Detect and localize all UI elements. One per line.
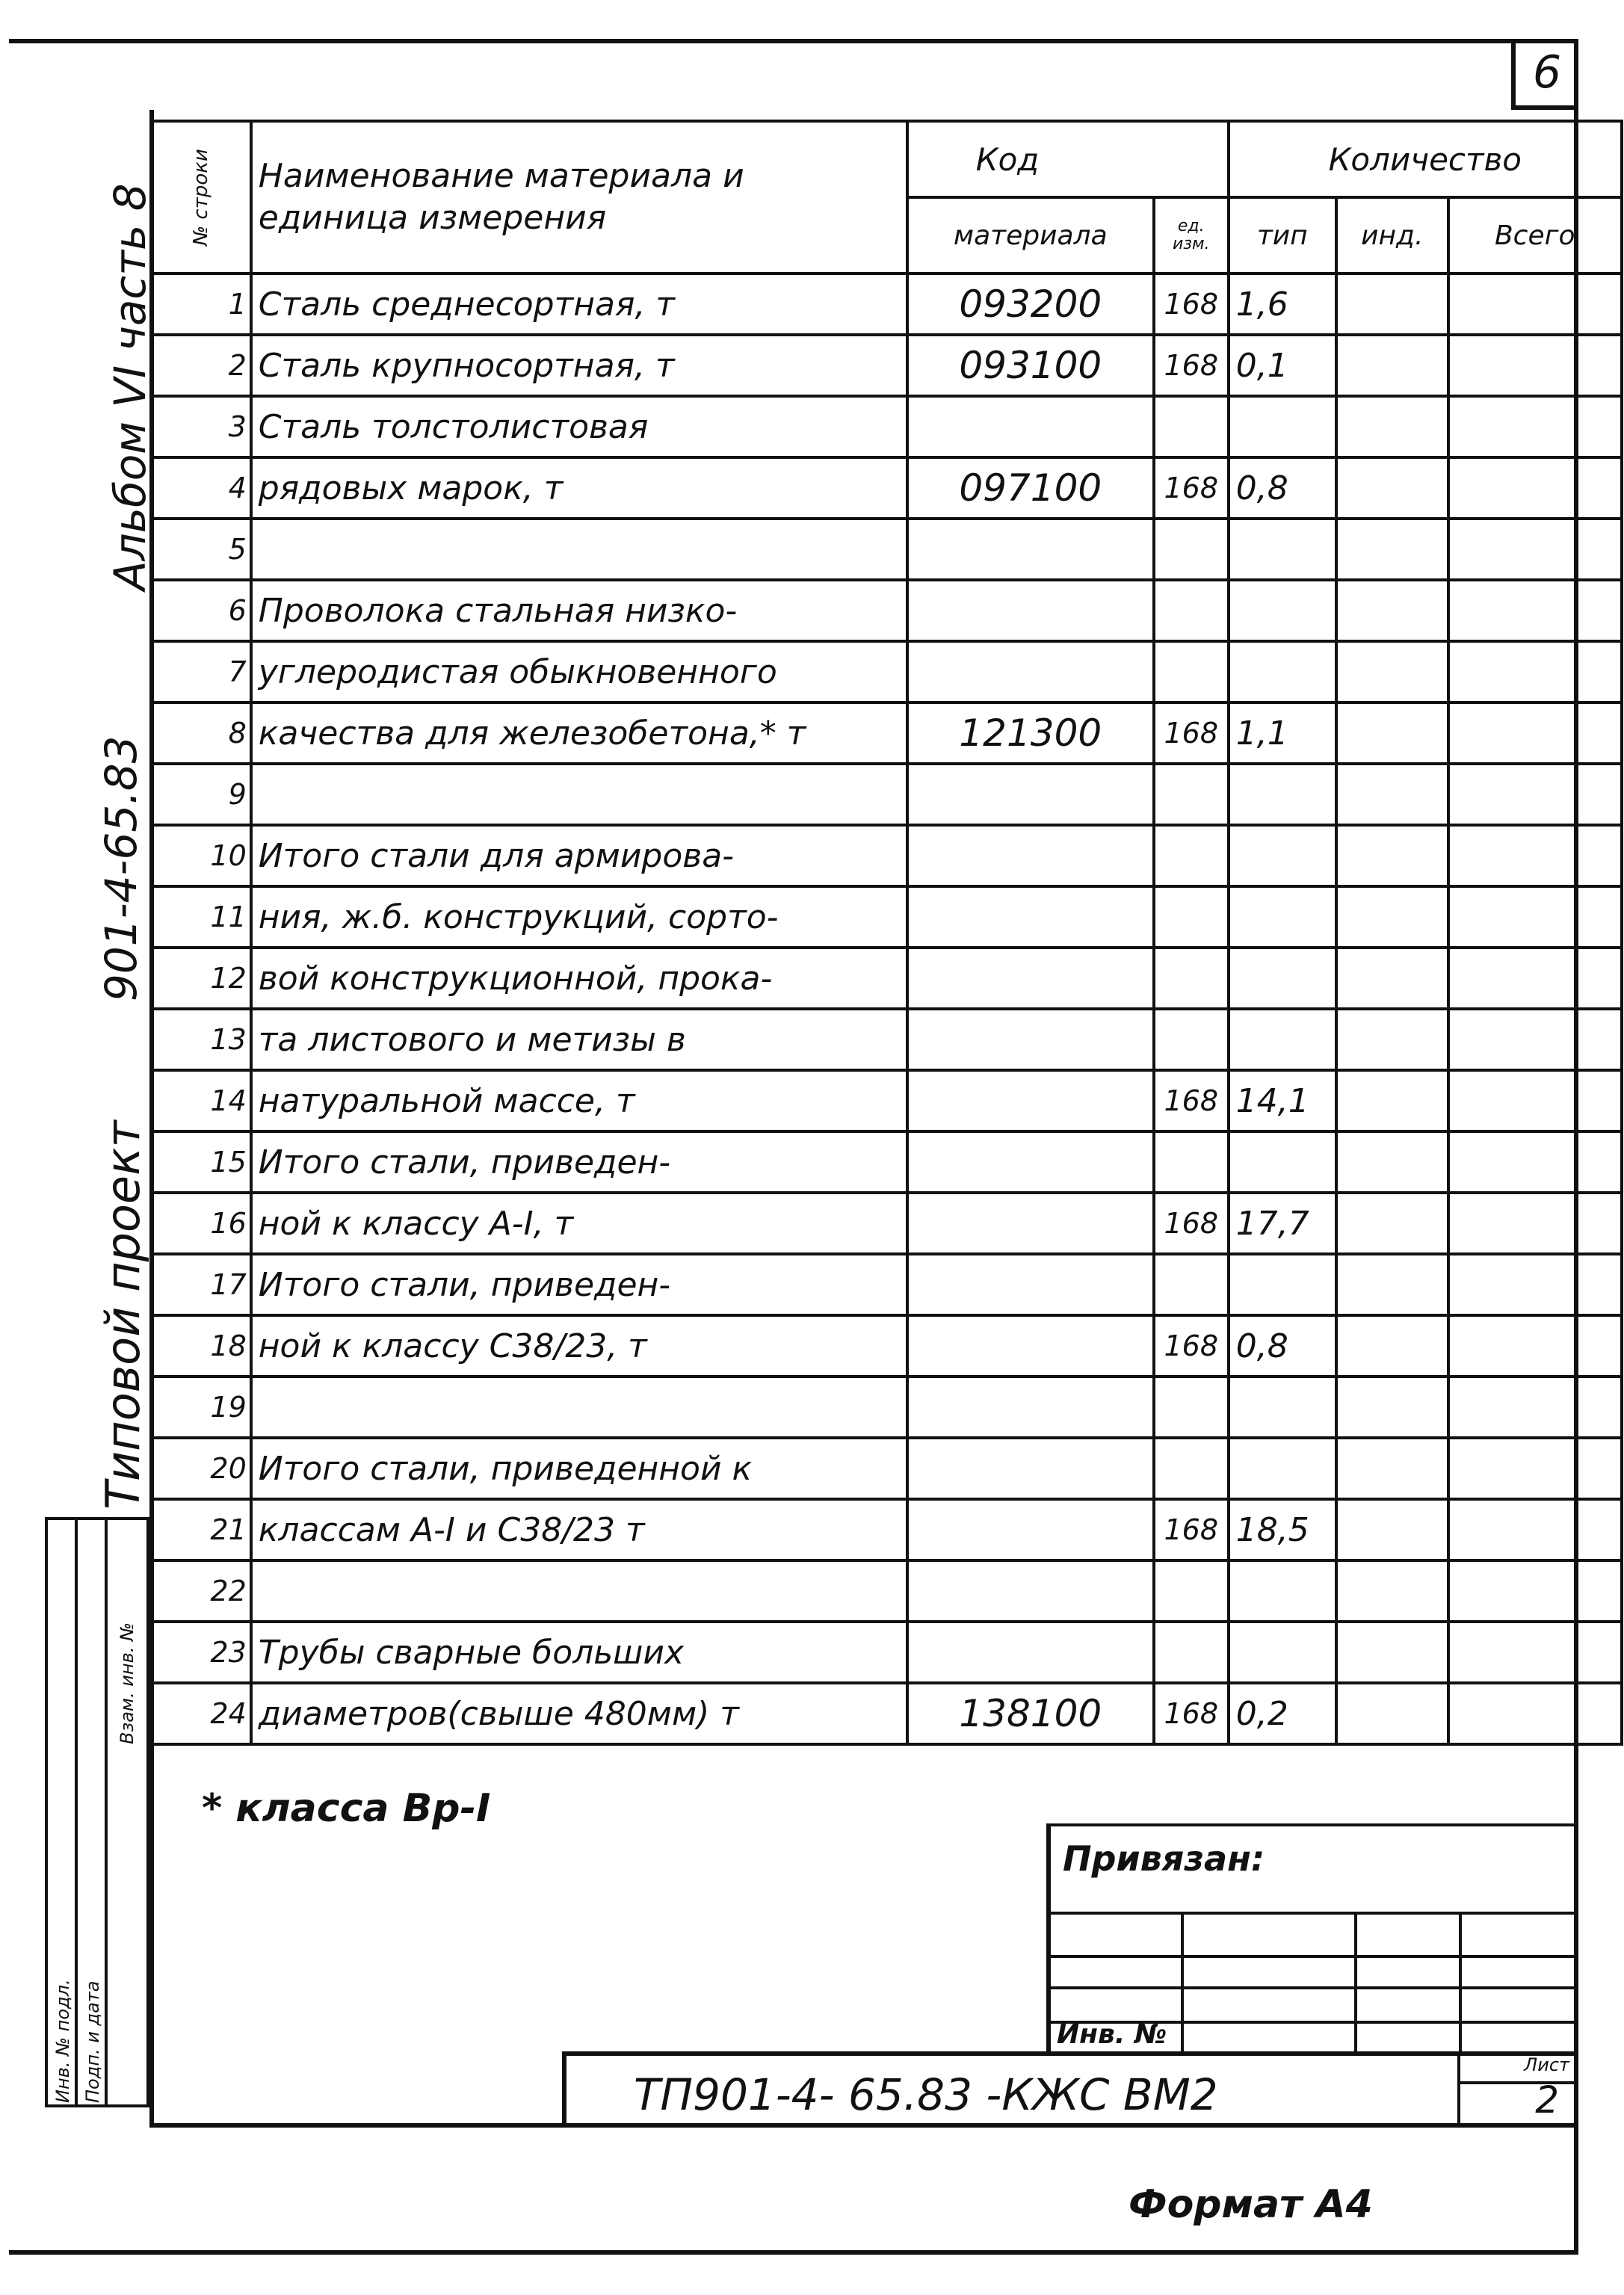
stamp-col-replace	[105, 1517, 149, 2107]
row-number: 16	[151, 1193, 251, 1254]
qty-ind	[1336, 335, 1448, 396]
table-row	[151, 1499, 1622, 1560]
header-code-material: материала	[907, 197, 1154, 274]
table-row	[151, 1622, 1622, 1683]
qty-ind	[1336, 1070, 1448, 1131]
material-name: рядовых марок, т	[251, 457, 907, 519]
row-number: 17	[151, 1254, 251, 1315]
unit-code: 168	[1154, 457, 1229, 519]
unit-code: 168	[1154, 274, 1229, 335]
material-code	[907, 396, 1154, 457]
qty-total	[1448, 274, 1622, 335]
row-number: 21	[151, 1499, 251, 1560]
material-name: Сталь среднесортная, т	[251, 274, 907, 335]
qty-type	[1229, 641, 1336, 702]
row-number: 19	[151, 1377, 251, 1438]
row-number: 15	[151, 1131, 251, 1193]
unit-code	[1154, 764, 1229, 825]
material-name: Итого стали, приведенной к	[251, 1438, 907, 1499]
material-code	[907, 1193, 1154, 1254]
material-code	[907, 825, 1154, 886]
row-number: 10	[151, 825, 251, 886]
qty-ind	[1336, 825, 1448, 886]
material-name: Сталь толстолистовая	[251, 396, 907, 457]
material-code: 138100	[907, 1683, 1154, 1744]
unit-code	[1154, 1377, 1229, 1438]
qty-type	[1229, 764, 1336, 825]
format-label: Формат А4	[1129, 2182, 1373, 2227]
qty-type	[1229, 1560, 1336, 1622]
material-name: ной к классу А-I, т	[251, 1193, 907, 1254]
row-number: 5	[151, 519, 251, 580]
qty-total	[1448, 1254, 1622, 1315]
material-code	[907, 948, 1154, 1009]
header-qty-total: Всего	[1448, 197, 1622, 274]
material-code	[907, 1131, 1154, 1193]
qty-type: 17,7	[1229, 1193, 1336, 1254]
table-row	[151, 396, 1622, 457]
material-code	[907, 1254, 1154, 1315]
header-qty-type: тип	[1229, 197, 1336, 274]
qty-ind	[1336, 396, 1448, 457]
qty-ind	[1336, 886, 1448, 948]
material-name	[251, 764, 907, 825]
qty-type: 14,1	[1229, 1070, 1336, 1131]
footnote: * класса Вр-I	[202, 1786, 491, 1831]
series-caption: 901-4-65.83	[96, 735, 146, 1001]
qty-ind	[1336, 948, 1448, 1009]
material-code	[907, 519, 1154, 580]
qty-total	[1448, 1315, 1622, 1377]
project-caption: Типовой проект	[96, 1120, 150, 1510]
table-header-row-1	[151, 121, 1622, 197]
stamp-label-inv: Инв. № подл.	[52, 1979, 73, 2103]
material-name: та листового и метизы в	[251, 1009, 907, 1070]
row-number: 20	[151, 1438, 251, 1499]
qty-total	[1448, 335, 1622, 396]
row-number: 22	[151, 1560, 251, 1622]
page-number-box	[1511, 39, 1578, 110]
qty-ind	[1336, 519, 1448, 580]
qty-ind	[1336, 1683, 1448, 1744]
qty-total	[1448, 580, 1622, 641]
table-row	[151, 1315, 1622, 1377]
header-row-no: № строки	[151, 121, 251, 274]
unit-code	[1154, 1438, 1229, 1499]
qty-type	[1229, 1131, 1336, 1193]
table-row	[151, 1009, 1622, 1070]
row-number: 1	[151, 274, 251, 335]
qty-total	[1448, 1377, 1622, 1438]
unit-code	[1154, 519, 1229, 580]
header-name: Наименование материала и единица измерения	[251, 121, 907, 274]
material-code	[907, 886, 1154, 948]
unit-code: 168	[1154, 335, 1229, 396]
unit-code: 168	[1154, 702, 1229, 764]
unit-code	[1154, 641, 1229, 702]
table-row	[151, 1438, 1622, 1499]
header-qty-group: Количество	[1229, 121, 1622, 197]
stamp-label-replace: Взам. инв. №	[117, 1622, 138, 1744]
material-name	[251, 1377, 907, 1438]
sheet-number: 2	[1535, 2078, 1559, 2122]
binding-title: Привязан:	[1063, 1838, 1265, 1879]
qty-total	[1448, 1009, 1622, 1070]
row-number: 24	[151, 1683, 251, 1744]
header-code-group: Код	[907, 121, 1229, 197]
unit-code: 168	[1154, 1683, 1229, 1744]
qty-type: 1,1	[1229, 702, 1336, 764]
material-code	[907, 1560, 1154, 1622]
material-name: натуральной массе, т	[251, 1070, 907, 1131]
unit-code	[1154, 1560, 1229, 1622]
qty-total	[1448, 886, 1622, 948]
unit-code: 168	[1154, 1070, 1229, 1131]
unit-code	[1154, 886, 1229, 948]
row-number: 18	[151, 1315, 251, 1377]
qty-ind	[1336, 1315, 1448, 1377]
qty-total	[1448, 1438, 1622, 1499]
material-code	[907, 1377, 1154, 1438]
qty-ind	[1336, 1438, 1448, 1499]
material-code: 121300	[907, 702, 1154, 764]
table-row	[151, 948, 1622, 1009]
table-row	[151, 457, 1622, 519]
qty-total	[1448, 1622, 1622, 1683]
qty-ind	[1336, 764, 1448, 825]
unit-code: 168	[1154, 1193, 1229, 1254]
row-number: 4	[151, 457, 251, 519]
material-name: вой конструкционной, прока-	[251, 948, 907, 1009]
unit-code: 168	[1154, 1499, 1229, 1560]
unit-code	[1154, 1131, 1229, 1193]
qty-ind	[1336, 1622, 1448, 1683]
stamp-col-inv	[45, 1517, 78, 2107]
header-qty-ind: инд.	[1336, 197, 1448, 274]
qty-type	[1229, 1009, 1336, 1070]
row-number: 2	[151, 335, 251, 396]
material-code	[907, 1499, 1154, 1560]
page-number: 6	[1532, 46, 1562, 99]
qty-ind	[1336, 1193, 1448, 1254]
table-row	[151, 1254, 1622, 1315]
material-code	[907, 1622, 1154, 1683]
material-name	[251, 519, 907, 580]
table-row	[151, 1377, 1622, 1438]
row-number: 11	[151, 886, 251, 948]
binding-block	[1046, 1823, 1574, 2085]
qty-type	[1229, 580, 1336, 641]
qty-total	[1448, 825, 1622, 886]
table-row	[151, 1131, 1622, 1193]
table-row	[151, 335, 1622, 396]
material-name: Итого стали для армирова-	[251, 825, 907, 886]
stamp-columns	[45, 1517, 149, 2107]
qty-type: 18,5	[1229, 1499, 1336, 1560]
material-name: Итого стали, приведен-	[251, 1254, 907, 1315]
qty-type	[1229, 886, 1336, 948]
material-code	[907, 764, 1154, 825]
qty-total	[1448, 1499, 1622, 1560]
material-code: 093100	[907, 335, 1154, 396]
qty-total	[1448, 396, 1622, 457]
qty-total	[1448, 1070, 1622, 1131]
material-name: диаметров(свыше 480мм) т	[251, 1683, 907, 1744]
document-code: ТП901-4- 65.83 -КЖС ВМ2	[634, 2069, 1218, 2120]
material-name: классам А-I и С38/23 т	[251, 1499, 907, 1560]
unit-code	[1154, 1009, 1229, 1070]
qty-type	[1229, 948, 1336, 1009]
unit-code	[1154, 1622, 1229, 1683]
qty-total	[1448, 1683, 1622, 1744]
qty-type: 1,6	[1229, 274, 1336, 335]
qty-ind	[1336, 1254, 1448, 1315]
table-row	[151, 274, 1622, 335]
row-number: 14	[151, 1070, 251, 1131]
qty-type: 0,8	[1229, 457, 1336, 519]
row-number: 6	[151, 580, 251, 641]
qty-type	[1229, 1377, 1336, 1438]
material-name: Проволока стальная низко-	[251, 580, 907, 641]
qty-total	[1448, 457, 1622, 519]
material-code	[907, 1438, 1154, 1499]
material-code	[907, 580, 1154, 641]
stamp-col-sign	[75, 1517, 108, 2107]
table-row	[151, 1683, 1622, 1744]
unit-code	[1154, 948, 1229, 1009]
qty-ind	[1336, 702, 1448, 764]
unit-code	[1154, 396, 1229, 457]
qty-type	[1229, 1254, 1336, 1315]
material-name	[251, 1560, 907, 1622]
material-name: качества для железобетона,* т	[251, 702, 907, 764]
album-caption: Альбом VI часть 8	[105, 183, 155, 590]
material-code	[907, 1070, 1154, 1131]
qty-type	[1229, 825, 1336, 886]
row-number: 23	[151, 1622, 251, 1683]
material-code	[907, 641, 1154, 702]
unit-code	[1154, 825, 1229, 886]
qty-ind	[1336, 457, 1448, 519]
table-row	[151, 886, 1622, 948]
table-row	[151, 1193, 1622, 1254]
qty-total	[1448, 764, 1622, 825]
table-body	[151, 274, 1622, 1744]
row-number: 8	[151, 702, 251, 764]
qty-total	[1448, 1193, 1622, 1254]
material-name: Сталь крупносортная, т	[251, 335, 907, 396]
qty-type: 0,2	[1229, 1683, 1336, 1744]
qty-ind	[1336, 274, 1448, 335]
table-row	[151, 641, 1622, 702]
sheet-label: Лист	[1524, 2054, 1569, 2075]
qty-ind	[1336, 1009, 1448, 1070]
material-code	[907, 1009, 1154, 1070]
header-code-unit: ед. изм.	[1154, 197, 1229, 274]
unit-code: 168	[1154, 1315, 1229, 1377]
qty-type: 0,8	[1229, 1315, 1336, 1377]
unit-code	[1154, 580, 1229, 641]
qty-type: 0,1	[1229, 335, 1336, 396]
qty-total	[1448, 641, 1622, 702]
row-number: 13	[151, 1009, 251, 1070]
table-row	[151, 764, 1622, 825]
qty-total	[1448, 1131, 1622, 1193]
qty-ind	[1336, 1560, 1448, 1622]
table-row	[151, 825, 1622, 886]
qty-total	[1448, 702, 1622, 764]
table-row	[151, 1560, 1622, 1622]
qty-ind	[1336, 1499, 1448, 1560]
material-name: углеродистая обыкновенного	[251, 641, 907, 702]
table-row	[151, 519, 1622, 580]
stamp-label-sign: Подп. и дата	[82, 1980, 103, 2103]
qty-type	[1229, 1438, 1336, 1499]
qty-ind	[1336, 641, 1448, 702]
table-row	[151, 580, 1622, 641]
material-name: ния, ж.б. конструкций, сорто-	[251, 886, 907, 948]
material-code: 093200	[907, 274, 1154, 335]
qty-type	[1229, 1622, 1336, 1683]
qty-total	[1448, 1560, 1622, 1622]
qty-total	[1448, 948, 1622, 1009]
row-number: 7	[151, 641, 251, 702]
qty-type	[1229, 519, 1336, 580]
material-name: Трубы сварные больших	[251, 1622, 907, 1683]
qty-ind	[1336, 1131, 1448, 1193]
row-number: 3	[151, 396, 251, 457]
materials-table	[149, 120, 1623, 1746]
qty-ind	[1336, 1377, 1448, 1438]
inv-number-label: Инв. №	[1057, 2019, 1167, 2050]
qty-ind	[1336, 580, 1448, 641]
material-name: Итого стали, приведен-	[251, 1131, 907, 1193]
qty-type	[1229, 396, 1336, 457]
table-row	[151, 1070, 1622, 1131]
material-code: 097100	[907, 457, 1154, 519]
row-number: 12	[151, 948, 251, 1009]
unit-code	[1154, 1254, 1229, 1315]
qty-total	[1448, 519, 1622, 580]
title-block	[562, 2051, 1578, 2128]
material-name: ной к классу С38/23, т	[251, 1315, 907, 1377]
material-code	[907, 1315, 1154, 1377]
row-number: 9	[151, 764, 251, 825]
table-row	[151, 702, 1622, 764]
